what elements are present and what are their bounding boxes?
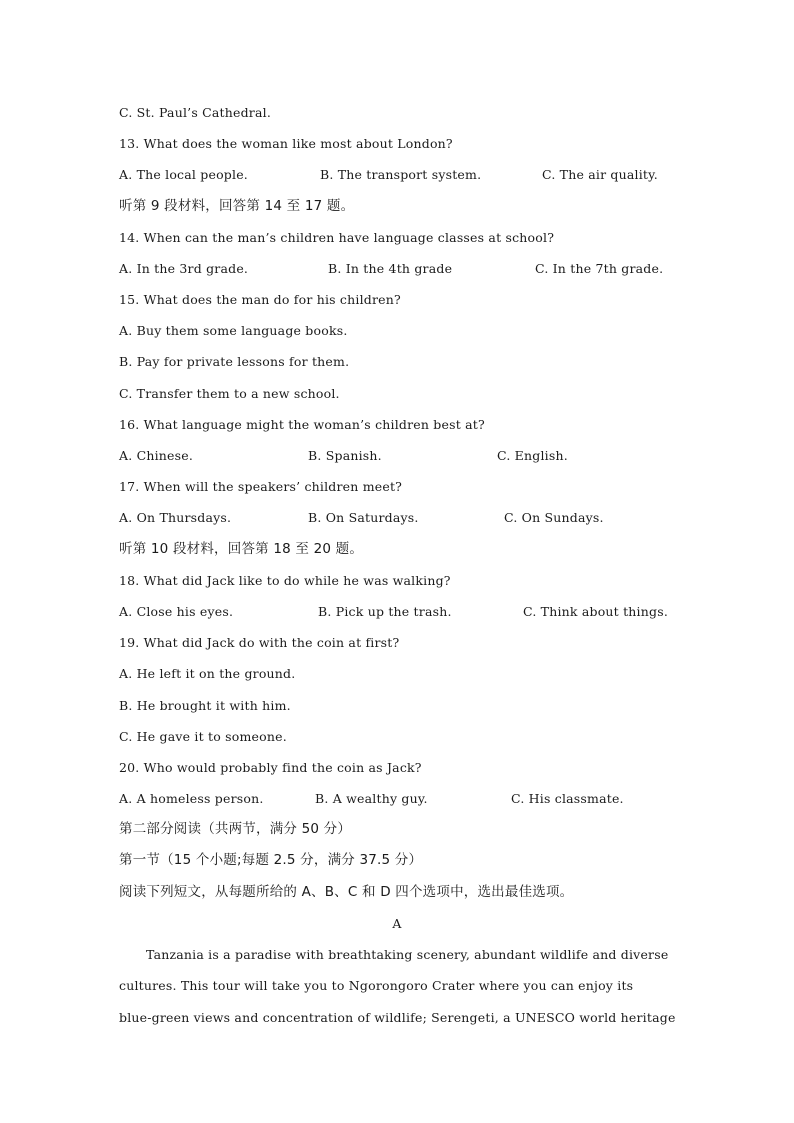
question-14: 14. When can the man’s children have language classes at school? xyxy=(119,230,555,245)
q20-option-b: B. A wealthy guy. xyxy=(315,791,428,806)
q19-option-c: C. He gave it to someone. xyxy=(119,729,287,744)
q16-option-a: A. Chinese. xyxy=(119,448,194,463)
q12-option-c: C. St. Paul’s Cathedral. xyxy=(119,105,271,120)
q13-option-c: C. The air quality. xyxy=(542,167,658,182)
passage-line-1: Tanzania is a paradise with breathtaking scenery, abundant wildlife and diverse xyxy=(146,947,669,962)
q19-option-a: A. He left it on the ground. xyxy=(119,666,296,681)
q14-option-a: A. In the 3rd grade. xyxy=(119,261,249,276)
question-18: 18. What did Jack like to do while he was walking? xyxy=(119,573,451,588)
q16-option-c: C. English. xyxy=(497,448,568,463)
part-2-heading: 第二部分阅读（共两节，满分 50 分） xyxy=(119,821,352,837)
q20-option-c: C. His classmate. xyxy=(511,791,624,806)
q17-option-c: C. On Sundays. xyxy=(504,510,604,525)
question-20: 20. Who would probably find the coin as Jack? xyxy=(119,760,422,775)
q19-option-b: B. He brought it with him. xyxy=(119,698,291,713)
question-13: 13. What does the woman like most about London? xyxy=(119,136,453,151)
question-17: 17. When will the speakers’ children meet? xyxy=(119,479,403,494)
q15-option-b: B. Pay for private lessons for them. xyxy=(119,354,350,369)
q13-option-a: A. The local people. xyxy=(119,167,248,182)
question-16: 16. What language might the woman’s children best at? xyxy=(119,417,485,432)
q13-option-b: B. The transport system. xyxy=(320,167,482,182)
q20-option-a: A. A homeless person. xyxy=(119,791,264,806)
q15-option-a: A. Buy them some language books. xyxy=(119,323,348,338)
section-10-instruction: 听第 10 段材料，回答第 18 至 20 题。 xyxy=(119,541,364,557)
q17-option-a: A. On Thursdays. xyxy=(119,510,232,525)
q17-option-b: B. On Saturdays. xyxy=(308,510,419,525)
q14-option-c: C. In the 7th grade. xyxy=(535,261,664,276)
passage-label: A xyxy=(392,916,402,931)
question-19: 19. What did Jack do with the coin at first? xyxy=(119,635,400,650)
q14-option-b: B. In the 4th grade xyxy=(328,261,453,276)
section-1-heading: 第一节（15 个小题;每题 2.5 分，满分 37.5 分） xyxy=(119,852,423,868)
q18-option-b: B. Pick up the trash. xyxy=(318,604,452,619)
q16-option-b: B. Spanish. xyxy=(308,448,382,463)
reading-instruction: 阅读下列短文，从每题所给的 A、B、C 和 D 四个选项中，选出最佳选项。 xyxy=(119,884,574,900)
q18-option-c: C. Think about things. xyxy=(523,604,668,619)
question-15: 15. What does the man do for his children? xyxy=(119,292,401,307)
passage-line-3: blue-green views and concentration of wildlife; Serengeti, a UNESCO world heritage xyxy=(119,1010,676,1025)
section-9-instruction: 听第 9 段材料，回答第 14 至 17 题。 xyxy=(119,198,355,214)
passage-line-2: cultures. This tour will take you to Ngorongoro Crater where you can enjoy its xyxy=(119,978,634,993)
q15-option-c: C. Transfer them to a new school. xyxy=(119,386,340,401)
q18-option-a: A. Close his eyes. xyxy=(119,604,234,619)
